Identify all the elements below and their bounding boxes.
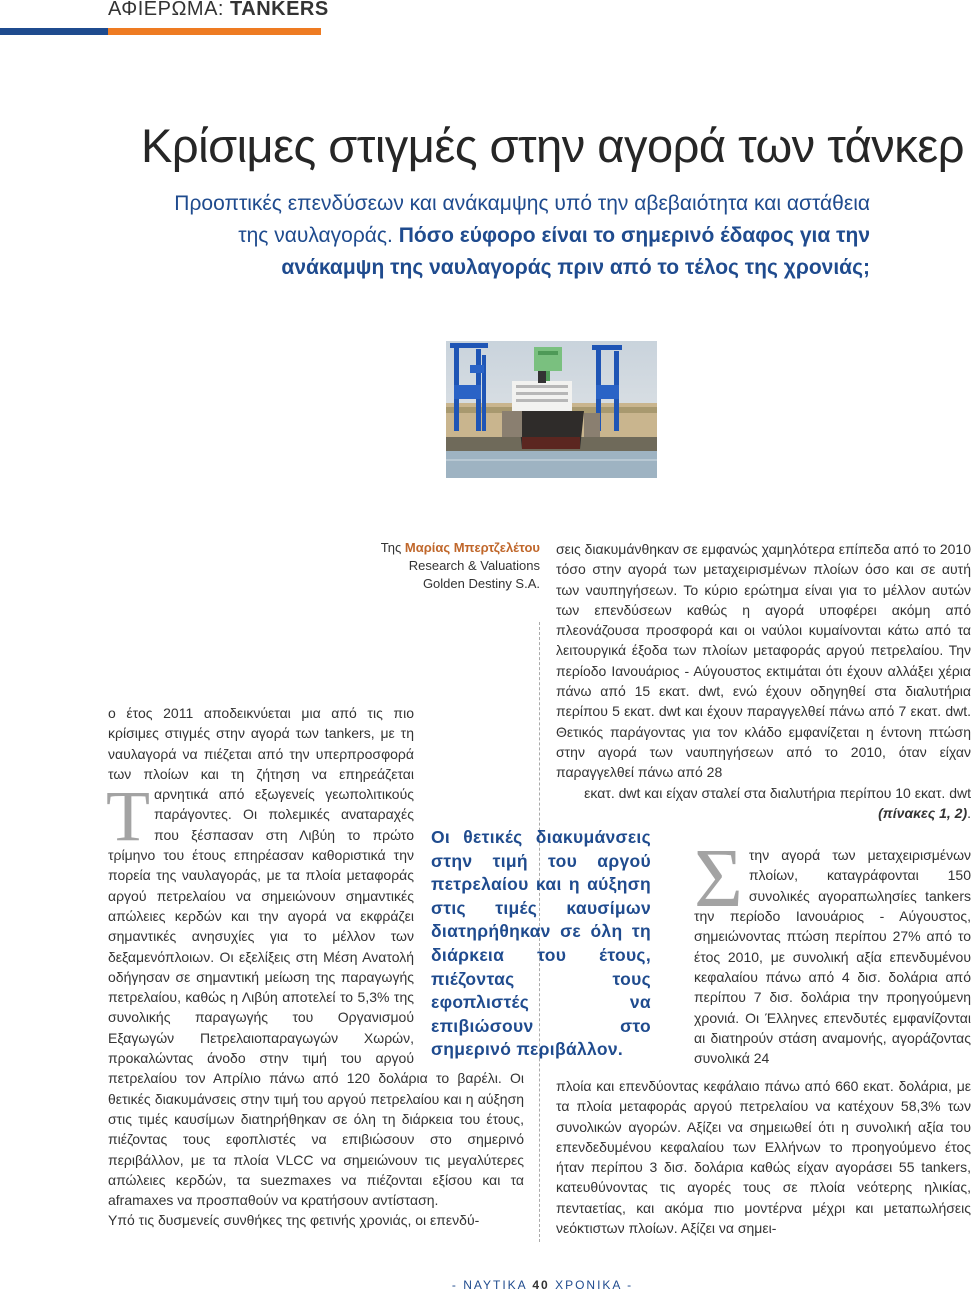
subtitle-regular: Προοπτικές επενδύσεων και ανάκαμψης υπό την αβεβαιότητα και αστάθεια της ναυλαγοράς.: [174, 192, 870, 247]
byline-line: [280, 539, 540, 557]
footer-right: ΧΡΟΝΙΚΑ -: [555, 1278, 634, 1292]
page-footer: [0, 1278, 971, 1292]
article-subtitle: [150, 188, 870, 284]
byline: [280, 539, 540, 593]
page-number: 40: [532, 1278, 550, 1292]
paragraph-2-cont: σεις διακυμάνθηκαν σε εμφανώς χαμηλότερα επίπεδα από το 2010 τόσο στην αγορά των μεταχειρισμένων πλοίων όσο και σε αυτή των ναυπηγήσεων. Το κύριο ερώτημα είναι για το μέλλον αυτών των επενδύσεων καθώς η αγορά υποφέρει ακόμη από πλεονάζουσα προσφορά και οι ναύλοι κυμαίνονται κάτω από τα λειτουργικά έξοδα των πλοίων μεταφοράς αργού πετρελαίου. Την περίοδο Ιανουάριος - Αύγουστος εκτιμάται ότι έχουν αλλάξει χέρια πάνω από 15 εκατ. dwt, ενώ έχουν οδηγηθεί στα διαλυτήρια περίπου 5 εκατ. dwt και έχουν παραγγελθεί πάνω από 7 εκατ. dwt. Θετικός παράγοντας για τον κλάδο εμφανίζεται η έντονη πτώση στην αγορά των ναυπηγήσεων από το 2010, όταν είχαν παραγγελθεί πάνω από 28: [556, 541, 971, 781]
section-name: TANKERS: [230, 0, 329, 20]
right-column: [556, 539, 971, 1109]
tanker-photo: [446, 341, 657, 478]
paragraph-3-text: την αγορά των μεταχειρισμένων πλοίων, καταγράφονται 150 συνολικές αγοραπωλησίες tankers την περίοδο Ιανουάριος - Αύγουστος, σημειώνοντας πτώση περίπου 27% από το έτος 2010, με συνολική αξία επενδυμένου κεφαλαίου πάνω από 4 δισ. δολάρια από περίπου 7 δισ. δολάρια την προηγούμενη χρονιά. Οι Έλληνες επενδυτές εμφανίζονται αι διατηρούν στάση αναμονής, αγοράζοντας συνολικά 24: [694, 847, 971, 1067]
wrap-spacer-top: [414, 703, 524, 787]
byline-role: Research & Valuations: [408, 558, 540, 573]
paragraph-gap: [556, 823, 971, 845]
byline-company: Golden Destiny S.A.: [422, 576, 540, 591]
dropcap-t: Τ: [106, 776, 150, 856]
p3-wrap-space: [556, 845, 694, 1109]
paragraph-2-end-text: εκατ. dwt και είχαν σταλεί στα διαλυτήρια περίπου 10 εκατ. dwt: [584, 784, 971, 801]
paragraph-2-end: εκατ. dwt και είχαν σταλεί στα διαλυτήρια περίπου 10 εκατ. dwt (πίνακες 1, 2).: [584, 784, 971, 821]
header-rule-blue: [0, 28, 108, 35]
paragraph-1-text: ο έτος 2011 αποδεικνύεται μια από τις πιο κρίσιμες στιγμές στην αγορά των tankers, με τη ναυλαγορά να πιέζεται από την υπερπροσφορά των πλοίων και τη ζήτηση να επηρεάζεται αρνητικά από εξωγενείς γεωπολιτικούς παράγοντες. Οι πολεμικές αναταραχές που ξέσπασαν στη Λιβύη το πρώτο τρίμηνο του έτους επηρέασαν καθοριστικά την πορεία της ναυλαγοράς, με τα πλοία μεταφοράς αργού πετρελαίου να σημειώνουν σημαντικές απώλειες κερδών και την αγορά να εκφράζει σημαντικές ανησυχίες για το μέλλον των δεξαμενόπλοιων. Οι εξελίξεις στη Μέση Ανατολή οδήγησαν σε σημαντική μείωση της παραγωγής πετρελαίου, καθώς η Λιβύη αποτελεί το 5,3% της συνολικής παραγωγής του Οργανισμού Εξαγωγών Πετρελαιοπαραγωγών Χωρών, προκαλώντας άνοδο στην τιμή του αργού πετρελαίου τον Απρίλιο πάνω από 120 δολάρια το βαρέλι. Οι θετικές διακυμάνσεις στην τιμή του αργού πετρελαίου και η αύξηση στις τιμές καυσίμων διατηρήθηκαν σε όλη τη διάρκεια του έτους, πιέζοντας τους εφοπλιστές να επιβιώσουν στο σημερινό περιβάλλον, με τα πλοία VLCC να σημειώνουν τις μεγαλύτερες απώλειες κερδών, τα suezmaxes να πιέζονται εξίσου και τα aframaxes να προσπαθούν να κρατήσουν αντίσταση.: [108, 705, 524, 1209]
byline-prefix: Της: [380, 540, 402, 555]
pull-quote: Οι θετικές διακυμάνσεις στην τιμή του αργού πετρελαίου και η αύξηση στις τιμές καυσίμων διατηρήθηκαν σε όλη τη διάρκεια του έτους, πιέζοντας τους εφοπλιστές να επιβιώσουν στο σημερινό περιβάλλον.: [431, 827, 651, 1060]
tanker-photo-illustration: [446, 341, 657, 478]
right-column-bottom: [556, 1076, 971, 1238]
paragraph-2-start: Υπό τις δυσμενείς συνθήκες της φετινής χρονιάς, οι επενδύ-: [108, 1212, 480, 1229]
byline-author: Μαρίας Μπερτζελέτου: [404, 540, 540, 555]
paragraph-3-cont: πλοία και επενδύοντας κεφάλαιο πάνω από 660 εκατ. δολάρια, με τα πλοία μεταφοράς αργού πετρελαίου να κατέχουν 58,3% των συνολικών αγορών. Αξίζει να σημειωθεί ότι η συνολική αξία του επενδεδυμένου κεφαλαίου των Ελλήνων το προηγούμενο έτος ήταν περίπου 3 δισ. δολάρια καθώς είχαν αγοράσει 55 tankers, κατευθύνοντας τις αγορές τους σε πλοία νεότερης ηλικίας, πενταετίας, και ακόμα πιο μοντέρνα μέχρι και μεταπωλήσεις νεόκτιστων πλοίων. Αξίζει να σημει-: [556, 1078, 971, 1237]
header-rule-orange: [108, 28, 321, 35]
footer-left: - ΝΑΥΤΙΚΑ: [451, 1278, 528, 1292]
section-prefix: ΑΦΙΕΡΩΜΑ:: [108, 0, 224, 20]
dropcap-s: Σ: [694, 832, 743, 926]
section-label: [108, 0, 329, 21]
subtitle-bold: Πόσο εύφορο είναι το σημερινό έδαφος για την ανάκαμψη της ναυλαγοράς πριν από το τέλος της χρονιάς;: [281, 224, 870, 279]
table-reference: (πίνακες 1, 2): [878, 804, 968, 821]
article-title: Κρίσιμες στιγμές στην αγορά των τάνκερ: [141, 119, 964, 172]
